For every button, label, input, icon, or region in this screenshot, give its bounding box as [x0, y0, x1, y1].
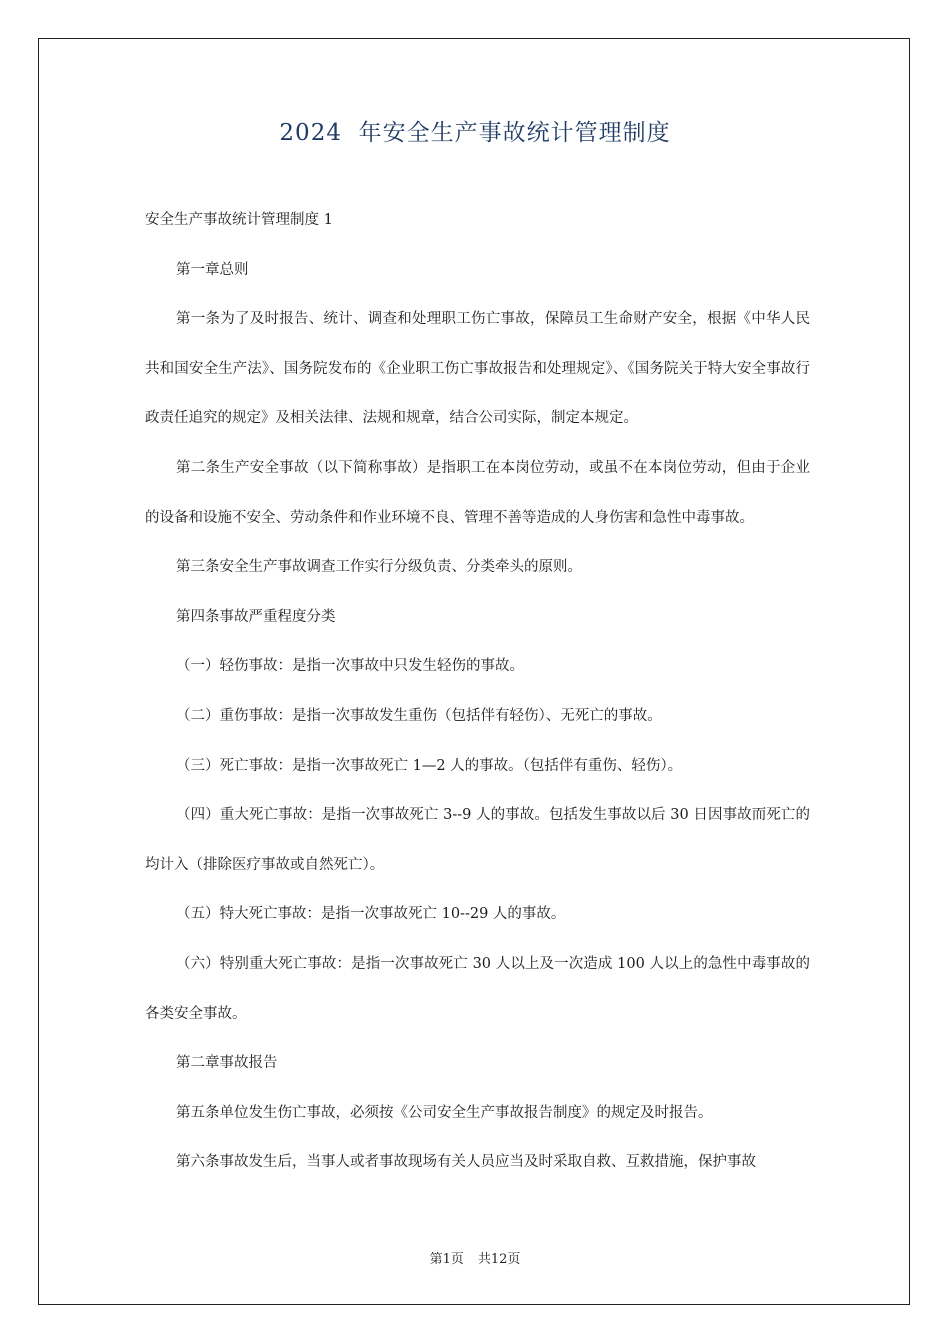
paragraph: 第一条为了及时报告、统计、调查和处理职工伤亡事故，保障员工生命财产安全，根据《中华人民共和国安全生产法》、国务院发布的《企业职工伤亡事故报告和处理规定》、《国务院关于特大安全事故行政责任追究的规定》及相关法律、法规和规章，结合公司实际，制定本规定。 — [145, 311, 810, 427]
paragraph: （六）特别重大死亡事故：是指一次事故死亡 30 人以上及一次造成 100 人以上的急性中毒事故的各类安全事故。 — [145, 955, 810, 1022]
paragraph: 第一章总则 — [176, 261, 249, 278]
document-body — [145, 196, 810, 1188]
paragraph: 第二条生产安全事故（以下简称事故）是指职工在本岗位劳动，或虽不在本岗位劳动，但由于企业的设备和设施不安全、劳动条件和作业环境不良、管理不善等造成的人身伤害和急性中毒事故。 — [145, 459, 810, 526]
paragraph: 第二章事故报告 — [176, 1055, 278, 1072]
paragraph: （五）特大死亡事故：是指一次事故死亡 10--29 人的事故。 — [176, 906, 566, 923]
paragraph: （二）重伤事故：是指一次事故发生重伤（包括伴有轻伤）、无死亡的事故。 — [176, 707, 662, 724]
page-number: 第1页 — [429, 1252, 464, 1267]
document-title: 2024 年安全生产事故统计管理制度 — [279, 120, 671, 146]
page-total: 共12页 — [477, 1252, 521, 1267]
paragraph: 第四条事故严重程度分类 — [176, 608, 336, 625]
paragraph: 安全生产事故统计管理制度 1 — [145, 212, 333, 228]
paragraph: （三）死亡事故：是指一次事故死亡 1—2 人的事故。（包括伴有重伤、轻伤）。 — [176, 757, 683, 774]
paragraph: （一）轻伤事故：是指一次事故中只发生轻伤的事故。 — [176, 658, 524, 675]
page-footer — [0, 1248, 950, 1267]
paragraph: 第六条事故发生后，当事人或者事故现场有关人员应当及时采取自救、互救措施，保护事故 — [176, 1154, 756, 1171]
paragraph: 第五条单位发生伤亡事故，必须按《公司安全生产事故报告制度》的规定及时报告。 — [176, 1104, 713, 1121]
paragraph: （四）重大死亡事故：是指一次事故死亡 3--9 人的事故。包括发生事故以后 30 日因事故而死亡的均计入（排除医疗事故或自然死亡）。 — [145, 807, 810, 873]
paragraph: 第三条安全生产事故调查工作实行分级负责、分类牵头的原则。 — [176, 559, 582, 576]
